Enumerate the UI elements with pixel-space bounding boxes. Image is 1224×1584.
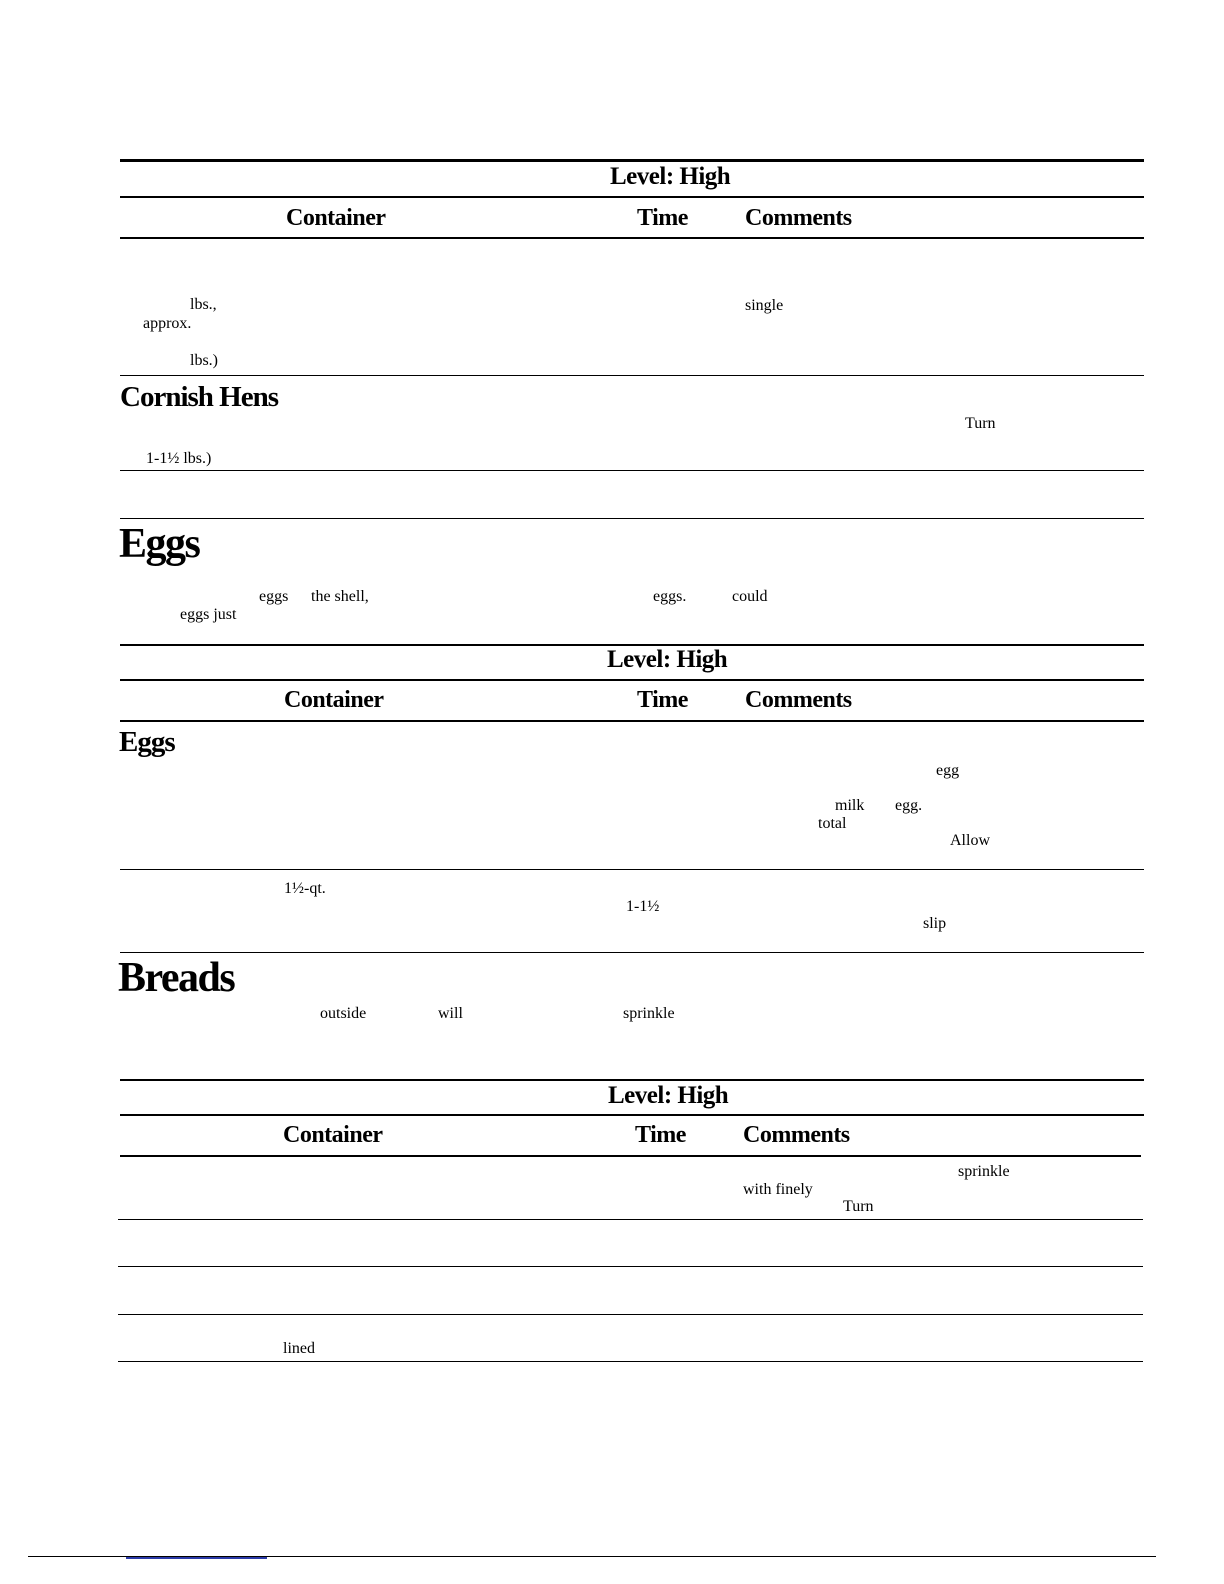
intro-text: sprinkle xyxy=(623,1005,675,1022)
intro-text: the shell, xyxy=(311,588,369,605)
row-title: Cornish Hens xyxy=(120,381,279,413)
row-divider xyxy=(120,470,1144,471)
column-header-comments: Comments xyxy=(745,687,852,713)
table-cell-text: egg xyxy=(936,762,960,779)
table-rule xyxy=(120,1114,1144,1116)
table-rule xyxy=(120,679,1144,681)
table-cell-text: Turn xyxy=(965,415,996,432)
column-header-comments: Comments xyxy=(743,1122,850,1148)
table-cell-text: 1-1½ xyxy=(626,898,660,915)
table-top-rule xyxy=(120,159,1144,162)
level-label: Level: High xyxy=(608,1082,729,1109)
table-rule xyxy=(120,196,1144,198)
row-divider xyxy=(120,952,1144,953)
intro-text: eggs xyxy=(259,588,289,605)
table-rule xyxy=(120,720,1144,722)
table-rule xyxy=(120,1155,1141,1157)
table-rule xyxy=(120,237,1144,239)
section-title-breads: Breads xyxy=(118,955,235,1001)
footer-accent-bar xyxy=(126,1557,267,1559)
table-cell-text: milk xyxy=(835,797,865,814)
table-cell-text: single xyxy=(745,297,784,314)
intro-text: eggs just xyxy=(180,606,237,623)
table-cell-text: total xyxy=(818,815,847,832)
table-cell-text: lined xyxy=(283,1340,315,1357)
table-cell-text: egg. xyxy=(895,797,923,814)
column-header-container: Container xyxy=(283,1122,383,1148)
row-divider xyxy=(118,1314,1143,1315)
column-header-comments: Comments xyxy=(745,205,852,231)
row-title: Eggs xyxy=(119,726,175,758)
table-cell-text: Allow xyxy=(950,832,990,849)
table-cell-text: Turn xyxy=(843,1198,874,1215)
table-cell-text: lbs.) xyxy=(190,352,218,369)
table-cell-text: 1½-qt. xyxy=(284,880,326,897)
table-cell-text: lbs., xyxy=(190,296,217,313)
intro-text: will xyxy=(438,1005,463,1022)
level-label: Level: High xyxy=(607,646,728,673)
row-divider xyxy=(118,1219,1143,1220)
level-label: Level: High xyxy=(610,163,731,190)
table-cell-text: slip xyxy=(923,915,947,932)
column-header-time: Time xyxy=(637,687,688,713)
column-header-container: Container xyxy=(286,205,386,231)
row-divider xyxy=(120,375,1144,376)
column-header-time: Time xyxy=(637,205,688,231)
table-cell-text: approx. xyxy=(143,315,192,332)
table-cell-text: with finely xyxy=(743,1181,813,1198)
intro-text: outside xyxy=(320,1005,367,1022)
column-header-container: Container xyxy=(284,687,384,713)
row-divider xyxy=(120,869,1144,870)
section-title-eggs: Eggs xyxy=(119,521,200,567)
intro-text: could xyxy=(732,588,768,605)
row-divider xyxy=(118,1266,1143,1267)
row-divider xyxy=(118,1361,1143,1362)
column-header-time: Time xyxy=(635,1122,686,1148)
intro-text: eggs. xyxy=(653,588,687,605)
row-divider xyxy=(120,518,1144,519)
table-cell-text: sprinkle xyxy=(958,1163,1010,1180)
table-cell-text: 1-1½ lbs.) xyxy=(146,450,212,467)
table-top-rule xyxy=(120,1079,1144,1081)
